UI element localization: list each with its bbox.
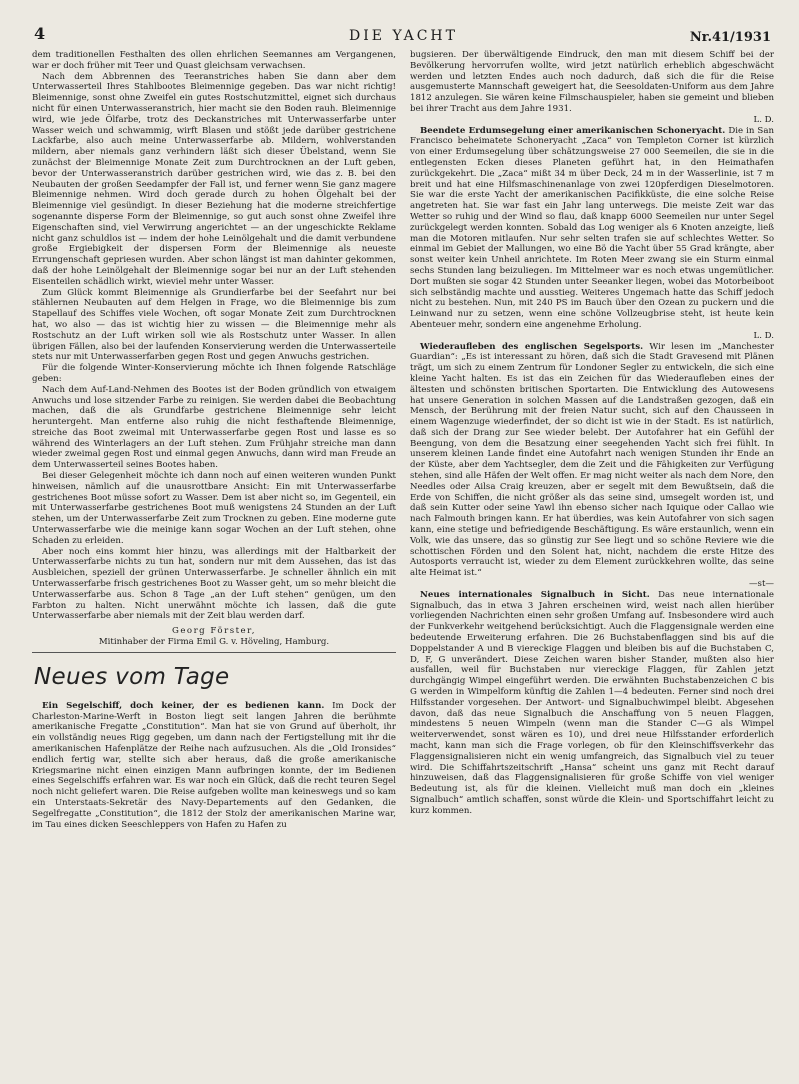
columns: [32, 50, 775, 830]
author-name: Georg Förster,: [171, 626, 257, 637]
news-headline: Ein Segelschiff, doch keiner, der es bedienen kann.: [42, 700, 325, 711]
paragraph: Nach dem Auf-Land-Nehmen des Bootes ist der Boden gründlich von etwaigem Anwuchs und lose sitzender Farbe zu reinigen. Sie werden dabei die Beobachtung machen, daß die als Grundfarbe gestrichene Bleimennige sehr leicht heruntergeht. Man entferne also ruhig die nicht festhaftende Bleimennige, streiche das Boot zweimal mit Unterwasserfarbe gegen Rost und lasse es so während des Winterlagers an der Luft stehen. Zum Frühjahr streiche man dann wieder zweimal gegen Rost und einmal gegen Anwuchs, dann wird man Freude an dem Unterwasserteil seines Bootes haben.: [32, 384, 396, 471]
paragraph: dem traditionellen Festhalten des ollen ehrlichen Seemannes am Vergangenen, war er doch früher mit Teer und Quast gleichsam verwachsen.: [32, 50, 396, 71]
page-header: [32, 22, 775, 48]
section-title: Neues vom Tage: [34, 663, 230, 690]
author-initials: —st—: [748, 579, 774, 590]
news-text: Das neue internationale Signalbuch, das in etwa 3 Jahren erscheinen wird, weist nach allen hierüber vorliegenden Nachrichten einen sehr großen Umfang auf. Insbesondere wird auch der Funkverkehr weitgehend berücksichtigt. Auch die Flaggensignale werden eine bedeutende Erweiterung erfahren. Die 26 Buchstabenflaggen sind bis auf die Doppelstander A und B viereckige Flaggen und bleiben bis auf die Buchstaben C, D, F, G unverändert. Diese Zeichen waren bisher Stander, mußten also hier ausfallen, weil für Buchstaben nur viereckige Flaggen, für Zahlen jetzt durchgängig Wimpel eingeführt werden. Die erwähnten Buchstabenzeichen C bis G werden in Wimpelform künftig die Zahlen 1—4 bedeuten. Ferner sind noch drei Hilfsstander vorgesehen. Der Antwort- und Signalbuchwimpel bleibt. Abgesehen davon, daß das neue Signalbuch die Anschaffung von 5 neuen Flaggen, mindestens 5 neuen Wimpeln (wenn man die Stander C—G als Wimpel weiterverwendet, sonst wären es 10), und drei neue Hilfsstander erforderlich macht, kann man sich die Frage vorlegen, ob für den Kleinschiffsverkehr das Flaggensignalisieren nicht ein wenig umfangreich, das Signalbuch viel zu teuer wird. Die Schiffahrtszeitschrift „Hansa“ scheint uns ganz mit Recht darauf hinzuweisen, daß das Flaggensignalisieren für große Schiffe von viel weniger Bedeutung ist, als für die kleinen. Vielleicht muß man doch ein „kleines Signalbuch“ amtlich schaffen, sonst würde die Klein- und Sportschiffahrt leicht zu kurz kommen.: [410, 589, 774, 816]
paragraph: Für die folgende Winter-Konservierung möchte ich Ihnen folgende Ratschläge geben:: [32, 363, 396, 384]
news-text: Im Dock der Charleston-Marine-Werft in Boston liegt seit langen Jahren die berühmte amerikanische Fregatte „Constitution“. Man hat sie von Grund auf überholt, ihr ein vollständig neues Rigg gegeben, um dann nach der Fertigstellung mit ihr die amerikanischen Hafenplätze der Reihe nach aufzusuchen. Als die „Old Ironsides“ endlich fertig war, stellte sich aber heraus, daß die große amerikanische Kriegsmarine nicht einen einzigen Mann aufbringen konnte, der im Bedienen eines Segelschiffs erfahren war. Es war noch ein Glück, daß die recht teuren Segel noch nicht geliefert waren. Die Reise aufgeben wollte man keineswegs und so kam ein Unterstaats-Sekretär des Navy-Departements auf den Gedanken, die Segelfregatte „Constitution“, die 1812 der Stolz der amerikanischen Marine war, im Tau eines dicken Seeschleppers von Hafen zu Hafen zu: [32, 700, 396, 830]
left-column: [32, 50, 396, 830]
right-column: [410, 50, 774, 830]
paragraph: Zum Glück kommt Bleimennige als Grundierfarbe bei der Seefahrt nur bei stählernen Neubauten auf dem Helgen in Frage, wo die Bleimennige bis zum Stapellauf des Schiffes viele Wochen, oft sogar Monate Zeit zum Durchtrocknen hat, wo also — das ist wichtig hier zu wissen — die Bleimennige mehr als Rostschutz an der Luft wirken soll wie als Rostschutz unter Wasser. In allen übrigen Fällen, also bei der laufenden Konservierung werden die Unterwasserteile stets nur mit Unterwasserfarben gegen Rost und gegen Anwuchs gestrichen.: [32, 287, 396, 363]
news-text: Wir lesen im „Manchester Guardian“: „Es ist interessant zu hören, daß sich die Stadt Gravesend mit Plänen trägt, um sich zu einem Zentrum für Londoner Segler zu entwickeln, die sich eine kleine Yacht halten. Es ist das ein Zeichen für das Wiederaufleben eines der ältesten und schönsten britischen Sportarten. Die Entwicklung des Autowesens hat unsere Generation in solchen Massen auf die Landstraßen gezogen, daß ein Mensch, der Berührung mit der freien Natur sucht, sich auf den Chausseen in einem Wagenzuge wiederfindet, der so dicht ist wie in der Stadt. Es ist natürlich, daß sich der Drang zur See wieder belebt. Der Autofahrer hat ein Gefühl der Beengung, von dem die Besatzung einer seegehenden Yacht sich frei fühlt. In unserem kleinen Lande findet eine Autofahrt nach wenigen Stunden ihr Ende an der Küste, aber dem Yachtsegler, dem die Zeit und die Fähigkeiten zur Verfügung stehen, sind alle Häfen der Welt offen. Er mag nicht weiter als nach dem Nore, den Needles oder Ailsa Craig kreuzen, aber er segelt mit dem Bewußtsein, daß die Erde von Schiffen, die nicht größer als das seine sind, umsegelt worden ist, und daß sein Kutter oder seine Yawl ihn ebenso sicher nach Iquique oder Callao wie nach Falmouth bringen kann. Er hat überdies, was kein Autofahrer von sich sagen kann, eine stetige und befriedigende Beschäftigung. Es wäre erstaunlich, wenn ein Volk, wie das unsere, das so günstig zur See liegt und so schöne Reviere wie die schottischen Förden und den Solent hat, nicht, nachdem die erste Hitze des Autosports verraucht ist, wieder zu dem Element zurückkehren wollte, das seine alte Heimat ist.“: [410, 341, 774, 579]
news-headline: Neues internationales Signalbuch in Sicht.: [420, 589, 650, 600]
page-number: 4: [34, 24, 46, 43]
magazine-title: DIE YACHT: [349, 28, 458, 44]
paragraph: Nach dem Abbrennen des Teeranstriches haben Sie dann aber dem Unterwasserteil Ihres Stahlbootes Bleimennige gegeben. Das war nicht richtig! Bleimennige, sonst ohne Zweifel ein gutes Rostschutzmittel, eignet sich durchaus nicht für einen Unterwasseranstrich, hier macht sie den Boden rauh. Bleimennige wird, wie jede Ölfarbe, trotz des Deckanstriches mit Unterwasserfarbe unter Wasser weich und schwammig, wirft Blasen und stößt jede darüber gestrichene Lackfarbe, also auch meine Unterwasserfarbe ab. Mildern, wohlverstanden mildern, aber niemals ganz verhindern läßt sich dieser Übelstand, wenn Sie zunächst der Bleimennige Monate Zeit zum Durchtrocknen an der Luft geben, bevor der Unterwasseranstrich darüber gestrichen wird, wie das z. B. bei den Neubauten der großen Seedampfer der Fall ist, und ferner wenn Sie ganz magere Bleimennige nehmen. Wird doch gerade durch zu hohen Ölgehalt bei der Bleimennige viel gesündigt. In dieser Beziehung hat die moderne streichfertige sogenannte disperse Form der Bleimennige, so gut auch sonst ohne Zweifel ihre Eigenschaften sind, viel Verwirrung angerichtet — an der ungeschickte Reklame nicht ganz schuldlos ist — indem der hohe Leinölgehalt und die damit verbundene große Ergiebigkeit der dispersen Form der Bleimennige als neueste Errungenschaft gepriesen wurden. Aber schon längst ist man dahinter gekommen, daß der hohe Leinölgehalt der Bleimennige sogar bei nur an der Luft stehenden Eisenteilen schädlich wirkt, wieviel mehr unter Wasser.: [32, 71, 396, 287]
paragraph: Bei dieser Gelegenheit möchte ich dann noch auf einen weiteren wunden Punkt hinweisen, nämlich auf die unausrottbare Ansicht: Ein mit Unterwasserfarbe gestrichenes Boot müsse sofort zu Wasser. Dem ist aber nicht so, im Gegenteil, ein mit Unterwasserfarbe gestrichenes Boot muß wenigstens 24 Stunden an der Luft stehen, um der Unterwasserfarbe Zeit zum Trocknen zu geben. Eine moderne gute Unterwasserfarbe wie die meinige kann sogar Wochen an der Luft stehen, ohne Schaden zu erleiden.: [32, 471, 396, 546]
paragraph: bugsieren. Der überwältigende Eindruck, den man mit diesem Schiff bei der Bevölkerung hervorrufen wollte, wird jetzt natürlich erheblich abgeschwächt werden und letzten Endes auch noch dadurch, daß sich die für die Reise ausgemusterte Mannschaft geweigert hat, die Seesoldaten-Uniform aus dem Jahre 1812 anzulegen. Sie wären keine Filmschauspieler, haben sie gemeint und blieben bei ihrer Tracht aus dem Jahre 1931.: [410, 50, 774, 114]
author-initials: L. D.: [753, 330, 774, 341]
news-headline: Beendete Erdumsegelung einer amerikanischen Schoneryacht.: [420, 125, 726, 136]
news-text: Die in San Francisco beheimatete Schoneryacht „Zaca“ von Templeton Corner ist kürzlich von einer Erdumsegelung über schätzungsweise 27 000 Seemeilen, die sie in die entlegensten Ecken dieses Planeten geführt hat, in den Heimathafen zurückgekehrt. Die „Zaca“ mißt 34 m über Deck, 24 m in der Wasserlinie, ist 7 m breit und hat eine Hilfsmaschinenanlage von zwei 120pferdigen Dieselmotoren. Sie war die erste Yacht der amerikanischen Pacifikküste, die eine solche Reise angetreten hat. Sie war fast ein Jahr lang unterwegs. Die meiste Zeit war das Wetter so ruhig und der Wind so flau, daß knapp 6000 Seemeilen nur unter Segel zurückgelegt werden konnten. Sobald das Log weniger als 6 Knoten anzeigte, ließ man die Motoren mitlaufen. Nur sehr selten trafen sie auf schlechtes Wetter. So einmal im Gebiet der Mallungen, wo eine Bö die Yacht über 55 Grad krängte, aber sonst weiter kein Unheil anrichtete. Im Roten Meer zwang sie ein Sturm einmal sechs Stunden lang beizuliegen. Im Mittelmeer war es noch etwas ungemütlicher. Dort mußten sie sogar 42 Stunden unter Seeanker liegen, wobei das Motorbeiboot sich selbständig machte und ausstieg. Weiteres Ungemach hatte das Schiff jedoch nicht zu bestehen. Nun, mit 240 PS im Bauch über den Ozean zu puckern und die Leinwand nur zu setzen, wenn eine schöne Vollzeugbrise steht, ist heute kein Abenteuer mehr, sondern eine angenehme Erholung.: [410, 125, 774, 330]
issue-number: Nr.41/1931: [689, 30, 771, 45]
author-initials: L. D.: [753, 114, 774, 125]
author-title: Mitinhaber der Firma Emil G. v. Höveling, Hamburg.: [98, 637, 330, 648]
paragraph: Aber noch eins kommt hier hinzu, was allerdings mit der Haltbarkeit der Unterwasserfarbe nichts zu tun hat, sondern nur mit dem Aussehen, das ist das Ausbleichen, speziell der grünen Unterwasserfarbe. Je schneller ähnlich ein mit Unterwasserfarbe frisch gestrichenes Boot zu Wasser geht, um so mehr bleicht die Unterwasserfarbe aus. Schon 8 Tage „an der Luft stehen“ genügen, um den Farbton zu halten. Nicht unerwähnt möchte ich lassen, daß die gute Unterwasserfarbe aber niemals mit der Zeit blau werden darf.: [32, 546, 396, 622]
news-headline: Wiederaufleben des englischen Segelsports.: [420, 341, 644, 352]
section-divider: [32, 652, 396, 653]
